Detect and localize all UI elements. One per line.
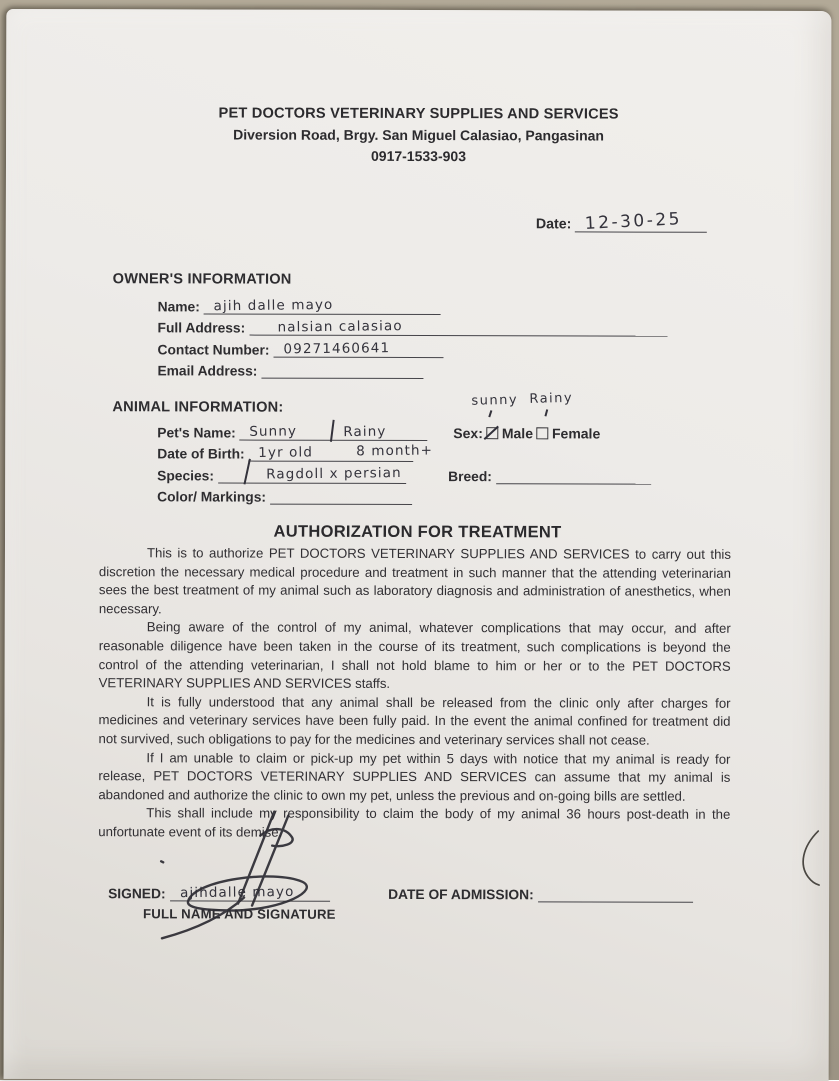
pen-tick-mark	[488, 410, 492, 417]
sex-annotation-rainy: Rainy	[529, 390, 574, 407]
pet-name-handwritten-value-2: Rainy	[343, 423, 387, 440]
clinic-address: Diversion Road, Brgy. San Miguel Calasiao, Pangasinan	[233, 126, 605, 144]
date-field	[535, 209, 708, 234]
color-markings-line	[270, 487, 412, 505]
dob-handwritten-value-2: 8 month+	[356, 442, 434, 460]
owner-address-row	[158, 314, 668, 337]
sex-field	[453, 390, 601, 441]
animal-fields	[157, 418, 434, 505]
species-handwritten-value: Ragdoll x persian	[265, 464, 402, 483]
female-checkbox	[536, 427, 548, 439]
signed-line	[170, 883, 330, 901]
pen-divider-mark	[243, 458, 250, 484]
breed-label: Breed:	[448, 468, 492, 484]
pen-tick-mark	[544, 409, 547, 416]
pen-curl-mark	[796, 829, 822, 891]
clinic-name: PET DOCTORS VETERINARY SUPPLIES AND SERVICES	[218, 105, 619, 123]
male-checkbox	[486, 427, 498, 439]
owner-email-row	[157, 357, 667, 380]
clinic-phone: 0917-1533-903	[370, 147, 467, 165]
owner-email-label: Email Address:	[157, 363, 258, 379]
owner-address-line	[249, 318, 667, 337]
sex-label: Sex:	[453, 424, 483, 441]
pet-name-label: Pet's Name:	[157, 424, 236, 441]
authorization-paragraph: This shall include my responsibility to claim the body of my animal 36 hours post-death in the unfortunate event of its demise.	[98, 805, 731, 840]
signature-caption: FULL NAME AND SIGNATURE	[143, 906, 336, 922]
male-option-label: Male	[501, 424, 534, 441]
pet-name-line	[240, 422, 428, 440]
authorization-title: AUTHORIZATION FOR TREATMENT	[273, 522, 562, 542]
owner-contact-row	[157, 335, 667, 358]
color-markings-label: Color/ Markings:	[157, 489, 267, 505]
owner-contact-line	[273, 339, 443, 357]
species-line	[218, 465, 406, 483]
authorization-paragraph: This is to authorize PET DOCTORS VETERINARY SUPPLIES AND SERVICES to carry out this discretion the necessary medical procedure and treatment in such manner that the attending veterinarian sees the best treatment of my animal such as laboratory diagnosis and administration of anesthetics, when necessary.	[98, 545, 731, 617]
dob-row	[157, 440, 434, 462]
dob-line	[249, 442, 434, 462]
date-handwritten-value: 12-30-25	[584, 209, 683, 234]
owner-email-line	[261, 361, 423, 379]
date-label: Date:	[535, 216, 572, 233]
admission-line	[538, 884, 693, 902]
admission-field	[388, 884, 693, 903]
species-row	[157, 461, 427, 483]
breed-field	[448, 462, 651, 484]
authorization-paragraph: It is fully understood that any animal shall be released from the clinic only after charges for medicines and veterinary services have been fully paid. In the event the animal confined for treatment did not survived, such obligations to pay for the medicines and veterinary services shall not cease.	[98, 694, 731, 748]
owner-name-line	[204, 296, 441, 315]
color-markings-row	[157, 483, 427, 505]
animal-section-title: ANIMAL INFORMATION:	[112, 399, 284, 416]
owner-name-handwritten-value: ajih dalle mayo	[213, 296, 334, 314]
female-option-label: Female	[551, 424, 601, 441]
owner-contact-handwritten-value: 09271460641	[283, 339, 391, 357]
owner-address-label: Full Address:	[157, 320, 246, 336]
dob-label: Date of Birth:	[157, 446, 245, 462]
species-label: Species:	[157, 467, 214, 483]
owner-name-row	[158, 292, 668, 315]
sex-annotation-sunny: sunny	[471, 392, 519, 409]
owner-contact-label: Contact Number:	[157, 341, 270, 358]
breed-line	[496, 466, 651, 484]
dob-handwritten-value: 1yr old	[258, 444, 314, 461]
clinic-header	[6, 105, 831, 165]
male-checkbox-check-mark	[483, 425, 498, 439]
signed-label: SIGNED:	[108, 886, 166, 902]
owner-section-title: OWNER'S INFORMATION	[112, 271, 292, 288]
authorization-paragraph: Being aware of the control of my animal, whatever complications that may occur, and after reasonable diligence have been taken in the course of its treatment, such complications is beyond the control of the attending veterinarian, I shall not hold blame to him or her or to the PET DOCTORS VETERINARY SUPPLIES AND SERVICES staffs.	[98, 619, 731, 692]
signed-handwritten-name: ajihdalle mayo	[179, 883, 295, 902]
authorization-body	[98, 544, 731, 843]
authorization-paragraph: If I am unable to claim or pick-up my pet within 5 days with notice that my animal is ready for release, PET DOCTORS VETERINARY SUPPLIES AND SERVICES can assume that my animal is abandoned and authorize the clinic to own my pet, unless the previous and on-going bills are settled.	[98, 749, 731, 804]
signed-field	[108, 883, 330, 902]
pet-name-row	[157, 418, 427, 440]
owner-address-handwritten-value: nalsian calasiao	[277, 318, 403, 336]
owner-fields	[157, 292, 667, 379]
pet-name-handwritten-value: Sunny	[249, 422, 298, 440]
document-page	[4, 9, 832, 1081]
owner-name-label: Name:	[157, 298, 200, 314]
pen-divider-mark	[330, 419, 335, 441]
date-line	[575, 209, 707, 234]
admission-label: DATE OF ADMISSION:	[388, 886, 534, 903]
